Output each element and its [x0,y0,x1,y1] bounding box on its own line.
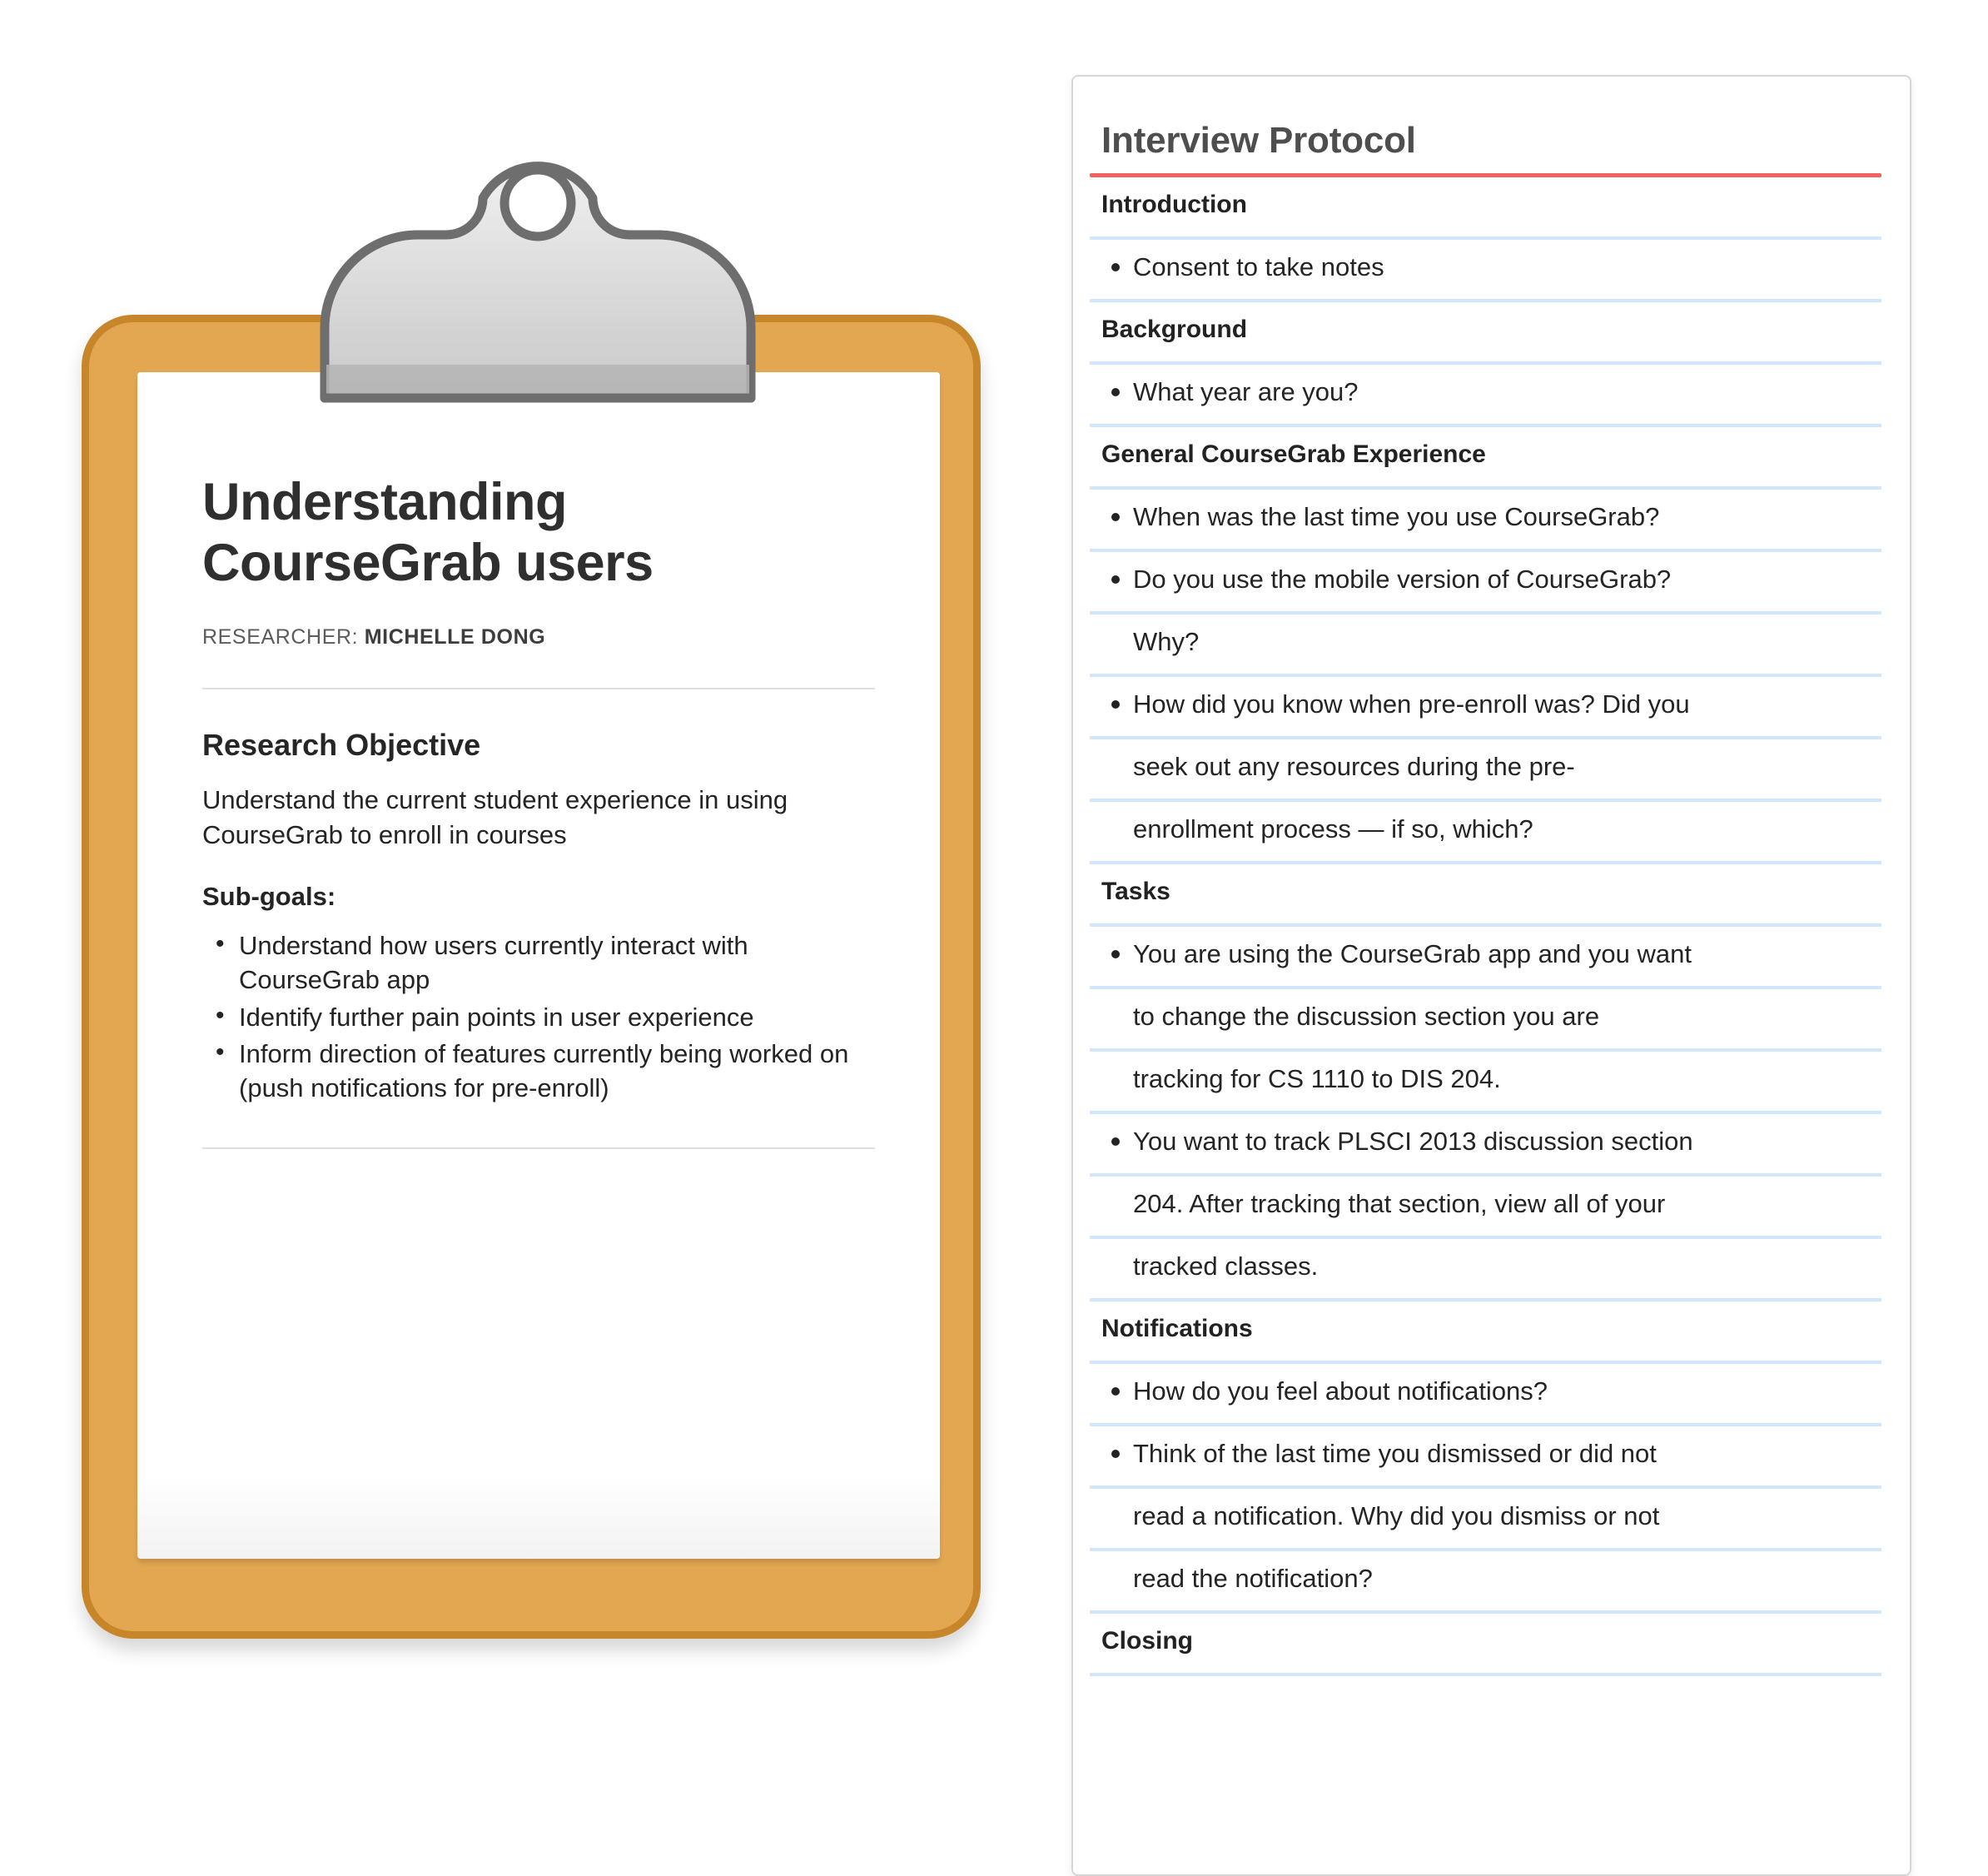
protocol-question [1090,927,1881,989]
protocol-section-label: Tasks [1101,877,1170,905]
protocol-question-continuation [1090,989,1881,1052]
researcher-name: MICHELLE DONG [364,625,546,649]
protocol-question [1090,240,1881,302]
list-item: • Identify further pain points in user experience [239,1001,875,1035]
protocol-question-text: to change the discussion section you are [1133,1002,1600,1031]
protocol-question-continuation [1090,1489,1881,1551]
list-item: • Understand how users currently interact with CourseGrab app [239,929,875,998]
protocol-question-text: How did you know when pre-enroll was? Did you [1133,689,1690,719]
protocol-question-continuation [1090,802,1881,864]
page-title-line-1: Understanding [202,473,568,531]
protocol-question-text: When was the last time you use CourseGrab? [1133,502,1660,531]
researcher-label: RESEARCHER: [202,625,359,649]
protocol-question-text: Why? [1133,627,1200,656]
clipboard [82,315,981,1639]
subgoals-list [202,929,875,1107]
protocol-question-continuation [1090,1177,1881,1239]
protocol-question [1090,1114,1881,1177]
protocol-question [1090,490,1881,552]
subgoals-label: Sub-goals: [202,881,336,911]
protocol-question-text: Do you use the mobile version of CourseGrab? [1133,565,1672,594]
protocol-section-heading [1090,1614,1881,1676]
protocol-section-heading [1090,177,1881,240]
protocol-question-text: 204. After tracking that section, view all of your [1133,1189,1666,1218]
protocol-question-text: tracked classes. [1133,1251,1319,1281]
protocol-question [1090,677,1881,739]
bullet-icon [1111,263,1120,271]
bullet-icon [1111,1137,1120,1146]
protocol-question-text: seek out any resources during the pre- [1133,752,1575,781]
page-title [202,472,875,594]
bullet-icon [1111,1450,1120,1458]
bullet-icon [1111,388,1120,396]
protocol-question-text: enrollment process — if so, which? [1133,814,1533,843]
clipboard-board [82,315,981,1639]
protocol-section-label: Background [1101,315,1248,343]
clipboard-paper [137,372,940,1559]
protocol-question [1090,552,1881,615]
protocol-section-label: General CourseGrab Experience [1101,440,1486,468]
protocol-question-text: What year are you? [1133,377,1359,406]
protocol-section-heading [1090,427,1881,490]
protocol-question-continuation [1090,1239,1881,1301]
protocol-question-continuation [1090,739,1881,802]
protocol-section-label: Closing [1101,1626,1193,1655]
protocol-question-continuation [1090,615,1881,677]
interview-protocol-content [1073,77,1910,1874]
bullet-icon [1111,513,1120,521]
protocol-question-continuation [1090,1052,1881,1114]
protocol-question-text: How do you feel about notifications? [1133,1376,1548,1406]
protocol-question-continuation [1090,1551,1881,1614]
protocol-section-heading [1090,1301,1881,1364]
protocol-section-label: Notifications [1101,1314,1253,1342]
protocol-section-label: Introduction [1101,190,1247,218]
researcher-line [202,625,875,649]
protocol-question-text: Consent to take notes [1133,252,1384,281]
protocol-question-text: You are using the CourseGrab app and you want [1133,939,1692,968]
interview-protocol-panel [1071,75,1911,1876]
protocol-section-heading [1090,302,1881,365]
divider-bottom [202,1147,875,1149]
protocol-question-text: read the notification? [1133,1564,1373,1593]
bullet-icon [1111,1387,1120,1396]
protocol-question [1090,365,1881,427]
protocol-question-text: tracking for CS 1110 to DIS 204. [1133,1064,1501,1093]
bullet-icon [1111,950,1120,958]
research-plan-document [137,372,940,1559]
research-objective-heading: Research Objective [202,728,481,763]
protocol-rows [1090,177,1881,1676]
page-title-line-2: CourseGrab users [202,534,654,593]
protocol-question-text: Think of the last time you dismissed or did not [1133,1439,1657,1468]
protocol-question-text: You want to track PLSCI 2013 discussion section [1133,1127,1693,1156]
protocol-title: Interview Protocol [1101,120,1416,161]
bullet-icon [1111,575,1120,584]
divider-top [202,688,875,689]
research-objective-text: Understand the current student experience in using CourseGrab to enroll in courses [202,785,788,849]
protocol-section-heading [1090,864,1881,927]
protocol-question-text: read a notification. Why did you dismiss or not [1133,1501,1660,1530]
protocol-question [1090,1364,1881,1426]
protocol-question [1090,1426,1881,1489]
bullet-icon [1111,700,1120,709]
list-item: • Inform direction of features currently being worked on (push notifications for pre-enroll) [239,1038,875,1106]
